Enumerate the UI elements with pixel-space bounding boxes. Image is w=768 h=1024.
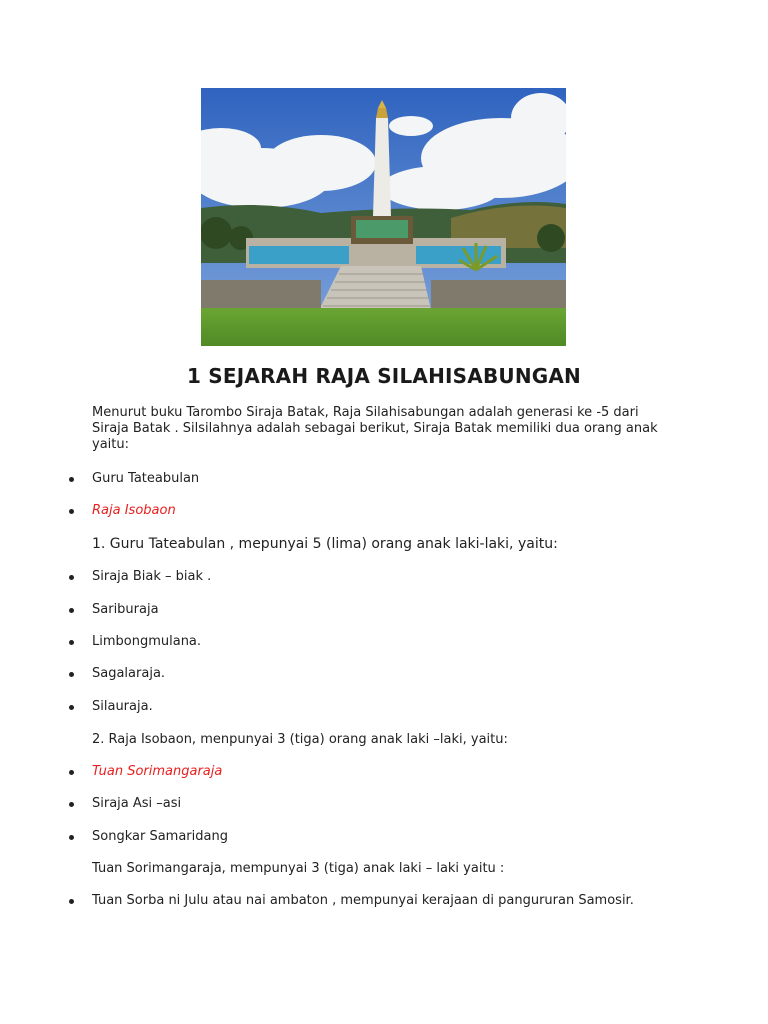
- list-item: [92, 893, 634, 909]
- page-title: 1 SEJARAH RAJA SILAHISABUNGAN: [187, 364, 581, 388]
- list-item-label: Guru Tateabulan: [92, 471, 200, 486]
- list-item: [92, 503, 176, 519]
- bullet-icon: [69, 575, 74, 580]
- bullet-icon: [69, 477, 74, 482]
- list-item-label: Siraja Asi –asi: [92, 796, 182, 811]
- list-item: [92, 634, 201, 650]
- list-item: [92, 829, 228, 845]
- list-item: [92, 796, 181, 812]
- bullet-icon: [69, 899, 74, 904]
- list-item-label: Raja Isobaon: [92, 503, 176, 518]
- list-item-label: Silauraja.: [92, 699, 153, 714]
- bullet-icon: [69, 608, 74, 613]
- list-item: [92, 699, 153, 715]
- list-item-label: Sariburaja: [92, 602, 159, 617]
- monument-image: [201, 88, 566, 346]
- bullet-icon: [69, 835, 74, 840]
- monument-photo: [201, 88, 566, 346]
- list-item: [92, 569, 211, 585]
- bullet-icon: [69, 802, 74, 807]
- section-heading-1: 1. Guru Tateabulan , mepunyai 5 (lima) orang anak laki-laki, yaitu:: [92, 536, 558, 552]
- list-item-label: Songkar Samaridang: [92, 829, 228, 844]
- bullet-icon: [69, 770, 74, 775]
- list-item-label: Siraja Biak – biak .: [92, 569, 212, 584]
- list-item: [92, 666, 165, 682]
- section-heading-3: Tuan Sorimangaraja, mempunyai 3 (tiga) anak laki – laki yaitu :: [92, 861, 505, 876]
- bullet-icon: [69, 705, 74, 710]
- list-item: [92, 602, 159, 618]
- section-heading-2: 2. Raja Isobaon, menpunyai 3 (tiga) orang anak laki –laki, yaitu:: [92, 732, 508, 747]
- bullet-icon: [69, 509, 74, 514]
- list-item-label: Tuan Sorba ni Julu atau nai ambaton , mempunyai kerajaan di pangururan Samosir.: [92, 893, 634, 908]
- bullet-icon: [69, 640, 74, 645]
- bullet-icon: [69, 672, 74, 677]
- list-item: [92, 764, 222, 780]
- list-item-label: Sagalaraja.: [92, 666, 166, 681]
- list-item: [92, 471, 199, 487]
- list-item-label: Limbongmulana.: [92, 634, 202, 649]
- intro-paragraph: Menurut buku Tarombo Siraja Batak, Raja Silahisabungan adalah generasi ke -5 dari Siraja Batak . Silsilahnya adalah sebagai berikut, Siraja Batak memiliki dua orang anak yaitu:: [92, 405, 658, 452]
- list-item-label: Tuan Sorimangaraja: [92, 764, 223, 779]
